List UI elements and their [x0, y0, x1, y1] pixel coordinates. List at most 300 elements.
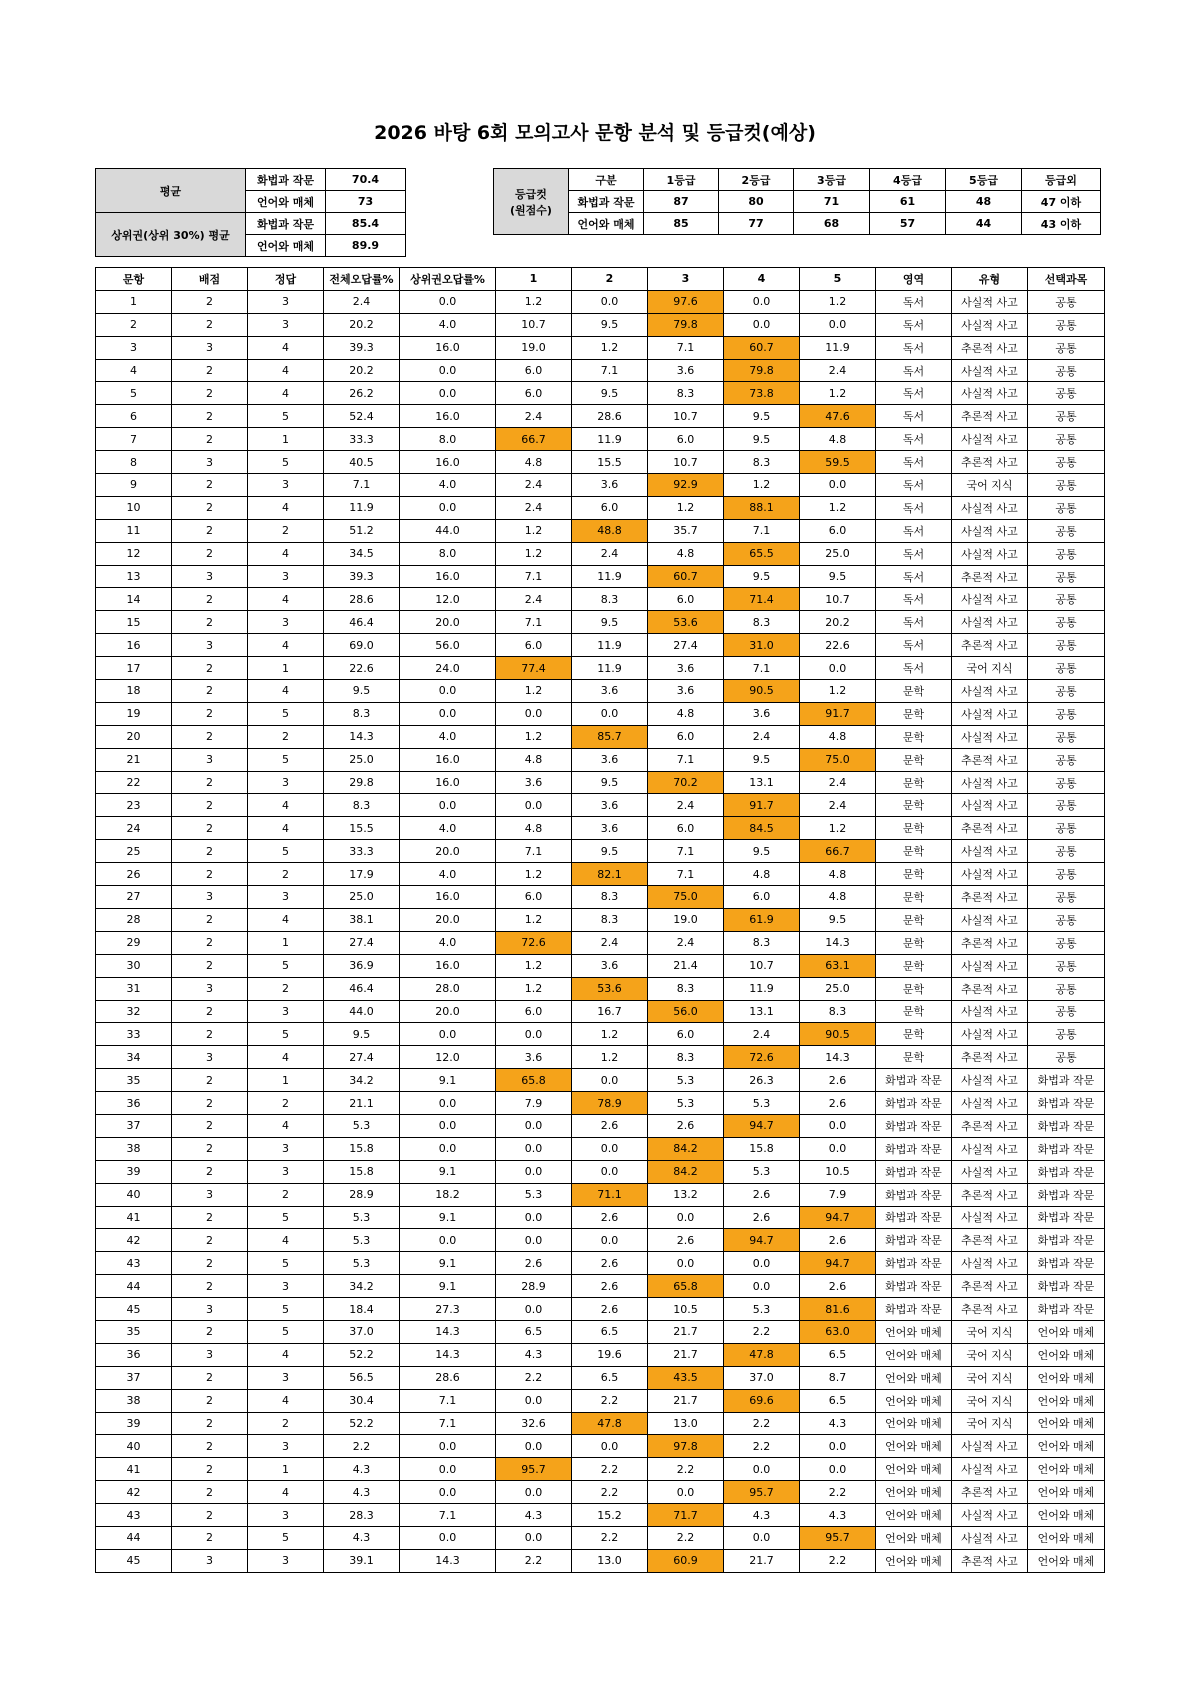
cell-elective: 언어와 매체: [1028, 1526, 1105, 1549]
cell-top-wrong-rate: 0.0: [400, 1481, 496, 1504]
cell-total-wrong-rate: 46.4: [324, 611, 400, 634]
cell-question-no: 26: [96, 863, 172, 886]
cell-choice4-rate: 2.2: [724, 1435, 800, 1458]
table-row: [96, 840, 1105, 863]
cell-choice3-rate: 3.6: [648, 359, 724, 382]
cell-area: 언어와 매체: [876, 1504, 952, 1527]
table-row: [96, 1320, 1105, 1343]
cell-area: 독서: [876, 542, 952, 565]
average-label: 평균: [96, 169, 246, 213]
cell-area: 문학: [876, 1023, 952, 1046]
cell-choice1-rate: 0.0: [496, 1526, 572, 1549]
cell-answer: 3: [248, 290, 324, 313]
table-row: [96, 359, 1105, 382]
cell-correct-choice-rate: 72.6: [496, 931, 572, 954]
grade-cut-header: 등급외: [1022, 169, 1101, 191]
cell-type: 추론적 사고: [952, 886, 1028, 909]
cell-question-no: 3: [96, 336, 172, 359]
cell-choice3-rate: 5.3: [648, 1092, 724, 1115]
cell-choice5-rate: 0.0: [800, 1114, 876, 1137]
cell-type: 사실적 사고: [952, 588, 1028, 611]
cell-elective: 공통: [1028, 451, 1105, 474]
cell-area: 문학: [876, 931, 952, 954]
cell-choice5-rate: 2.4: [800, 359, 876, 382]
cell-points: 3: [172, 977, 248, 1000]
cell-points: 2: [172, 1366, 248, 1389]
page-title: 2026 바탕 6회 모의고사 문항 분석 및 등급컷(예상): [374, 122, 816, 144]
cell-choice3-rate: 27.4: [648, 634, 724, 657]
cell-area: 화법과 작문: [876, 1275, 952, 1298]
grade-cut-label: [494, 169, 569, 235]
cell-type: 사실적 사고: [952, 954, 1028, 977]
cell-correct-choice-rate: 79.8: [724, 359, 800, 382]
cell-elective: 공통: [1028, 931, 1105, 954]
cell-elective: 화법과 작문: [1028, 1114, 1105, 1137]
cell-area: 문학: [876, 748, 952, 771]
cell-question-no: 44: [96, 1275, 172, 1298]
cell-choice2-rate: 7.1: [572, 359, 648, 382]
cell-correct-choice-rate: 53.6: [572, 977, 648, 1000]
cell-answer: 5: [248, 840, 324, 863]
cell-choice4-rate: 10.7: [724, 954, 800, 977]
cell-area: 언어와 매체: [876, 1549, 952, 1572]
cell-choice1-rate: 0.0: [496, 1023, 572, 1046]
cell-total-wrong-rate: 5.3: [324, 1114, 400, 1137]
cell-choice1-rate: 6.0: [496, 886, 572, 909]
cell-answer: 3: [248, 1000, 324, 1023]
cell-choice2-rate: 11.9: [572, 565, 648, 588]
cell-answer: 4: [248, 634, 324, 657]
cell-elective: 언어와 매체: [1028, 1549, 1105, 1572]
cell-total-wrong-rate: 7.1: [324, 474, 400, 497]
grade-cut-value: 77: [719, 213, 794, 235]
cell-area: 문학: [876, 680, 952, 703]
cell-top-wrong-rate: 20.0: [400, 611, 496, 634]
cell-total-wrong-rate: 9.5: [324, 680, 400, 703]
cell-choice5-rate: 8.7: [800, 1366, 876, 1389]
cell-area: 독서: [876, 519, 952, 542]
cell-choice3-rate: 7.1: [648, 840, 724, 863]
cell-answer: 5: [248, 1023, 324, 1046]
average-subject1-value: 70.4: [326, 169, 406, 191]
cell-total-wrong-rate: 40.5: [324, 451, 400, 474]
cell-correct-choice-rate: 95.7: [496, 1458, 572, 1481]
cell-choice3-rate: 8.3: [648, 977, 724, 1000]
cell-points: 3: [172, 886, 248, 909]
cell-choice4-rate: 4.8: [724, 863, 800, 886]
cell-top-wrong-rate: 16.0: [400, 336, 496, 359]
cell-correct-choice-rate: 97.8: [648, 1435, 724, 1458]
cell-choice4-rate: 2.4: [724, 725, 800, 748]
cell-top-wrong-rate: 18.2: [400, 1183, 496, 1206]
cell-points: 2: [172, 863, 248, 886]
cell-elective: 공통: [1028, 794, 1105, 817]
cell-points: 3: [172, 1549, 248, 1572]
cell-choice3-rate: 4.8: [648, 702, 724, 725]
table-row: [96, 290, 1105, 313]
cell-choice2-rate: 0.0: [572, 1069, 648, 1092]
cell-choice3-rate: 0.0: [648, 1252, 724, 1275]
cell-choice2-rate: 2.6: [572, 1114, 648, 1137]
cell-elective: 화법과 작문: [1028, 1160, 1105, 1183]
cell-elective: 공통: [1028, 405, 1105, 428]
cell-question-no: 36: [96, 1343, 172, 1366]
grade-cut-value: 47 이하: [1022, 191, 1101, 213]
cell-question-no: 2: [96, 313, 172, 336]
cell-answer: 3: [248, 1137, 324, 1160]
cell-answer: 4: [248, 1229, 324, 1252]
table-header-row: [96, 268, 1105, 291]
cell-question-no: 25: [96, 840, 172, 863]
cell-question-no: 4: [96, 359, 172, 382]
cell-correct-choice-rate: 71.7: [648, 1504, 724, 1527]
cell-elective: 화법과 작문: [1028, 1275, 1105, 1298]
cell-choice3-rate: 7.1: [648, 863, 724, 886]
cell-points: 2: [172, 588, 248, 611]
grade-cut-header: 구분: [569, 169, 644, 191]
cell-answer: 5: [248, 1252, 324, 1275]
column-header-choice3-rate: 3: [648, 268, 724, 291]
cell-points: 2: [172, 1458, 248, 1481]
cell-total-wrong-rate: 8.3: [324, 794, 400, 817]
cell-choice2-rate: 9.5: [572, 840, 648, 863]
cell-choice2-rate: 9.5: [572, 313, 648, 336]
cell-question-no: 30: [96, 954, 172, 977]
cell-points: 2: [172, 313, 248, 336]
cell-type: 추론적 사고: [952, 1046, 1028, 1069]
cell-choice2-rate: 2.2: [572, 1389, 648, 1412]
cell-points: 2: [172, 702, 248, 725]
cell-area: 문학: [876, 908, 952, 931]
cell-elective: 공통: [1028, 657, 1105, 680]
cell-points: 2: [172, 405, 248, 428]
cell-choice4-rate: 2.6: [724, 1183, 800, 1206]
cell-choice4-rate: 1.2: [724, 474, 800, 497]
cell-top-wrong-rate: 14.3: [400, 1343, 496, 1366]
table-row: [96, 1412, 1105, 1435]
cell-correct-choice-rate: 79.8: [648, 313, 724, 336]
cell-total-wrong-rate: 34.2: [324, 1069, 400, 1092]
grade-cut-label-line1: 등급컷: [515, 187, 547, 201]
cell-total-wrong-rate: 36.9: [324, 954, 400, 977]
cell-choice2-rate: 16.7: [572, 1000, 648, 1023]
cell-choice4-rate: 9.5: [724, 405, 800, 428]
cell-answer: 4: [248, 1343, 324, 1366]
cell-question-no: 9: [96, 474, 172, 497]
cell-total-wrong-rate: 14.3: [324, 725, 400, 748]
cell-correct-choice-rate: 61.9: [724, 908, 800, 931]
cell-area: 언어와 매체: [876, 1320, 952, 1343]
cell-top-wrong-rate: 16.0: [400, 405, 496, 428]
table-row: [96, 1389, 1105, 1412]
cell-type: 사실적 사고: [952, 1023, 1028, 1046]
table-row: [96, 1504, 1105, 1527]
cell-correct-choice-rate: 91.7: [724, 794, 800, 817]
cell-choice4-rate: 26.3: [724, 1069, 800, 1092]
cell-type: 사실적 사고: [952, 1092, 1028, 1115]
cell-choice5-rate: 1.2: [800, 382, 876, 405]
table-row: [96, 1366, 1105, 1389]
cell-choice1-rate: 0.0: [496, 702, 572, 725]
cell-total-wrong-rate: 33.3: [324, 428, 400, 451]
cell-choice3-rate: 1.2: [648, 496, 724, 519]
cell-choice5-rate: 2.6: [800, 1069, 876, 1092]
cell-top-wrong-rate: 16.0: [400, 565, 496, 588]
cell-total-wrong-rate: 27.4: [324, 1046, 400, 1069]
table-row: [96, 588, 1105, 611]
cell-choice4-rate: 13.1: [724, 771, 800, 794]
cell-choice1-rate: 1.2: [496, 542, 572, 565]
cell-type: 국어 지식: [952, 657, 1028, 680]
cell-elective: 공통: [1028, 359, 1105, 382]
cell-points: 2: [172, 1389, 248, 1412]
table-row: [96, 496, 1105, 519]
cell-choice1-rate: 1.2: [496, 863, 572, 886]
grade-cut-value: 85: [644, 213, 719, 235]
cell-question-no: 40: [96, 1183, 172, 1206]
cell-points: 3: [172, 748, 248, 771]
cell-area: 문학: [876, 725, 952, 748]
cell-points: 2: [172, 954, 248, 977]
cell-question-no: 42: [96, 1481, 172, 1504]
cell-answer: 2: [248, 725, 324, 748]
cell-choice5-rate: 6.5: [800, 1343, 876, 1366]
cell-total-wrong-rate: 22.6: [324, 657, 400, 680]
cell-choice2-rate: 3.6: [572, 817, 648, 840]
cell-elective: 공통: [1028, 748, 1105, 771]
cell-question-no: 42: [96, 1229, 172, 1252]
cell-total-wrong-rate: 29.8: [324, 771, 400, 794]
cell-choice1-rate: 0.0: [496, 1160, 572, 1183]
cell-correct-choice-rate: 73.8: [724, 382, 800, 405]
cell-choice3-rate: 5.3: [648, 1069, 724, 1092]
cell-elective: 언어와 매체: [1028, 1320, 1105, 1343]
cell-correct-choice-rate: 47.8: [572, 1412, 648, 1435]
cell-top-wrong-rate: 0.0: [400, 1458, 496, 1481]
cell-total-wrong-rate: 2.2: [324, 1435, 400, 1458]
cell-answer: 4: [248, 817, 324, 840]
grade-cut-value: 57: [870, 213, 946, 235]
cell-elective: 언어와 매체: [1028, 1481, 1105, 1504]
cell-correct-choice-rate: 60.9: [648, 1549, 724, 1572]
cell-choice2-rate: 9.5: [572, 382, 648, 405]
cell-choice2-rate: 19.6: [572, 1343, 648, 1366]
cell-choice1-rate: 4.8: [496, 748, 572, 771]
cell-choice2-rate: 11.9: [572, 657, 648, 680]
cell-choice1-rate: 2.4: [496, 405, 572, 428]
cell-points: 2: [172, 1252, 248, 1275]
cell-choice2-rate: 1.2: [572, 1023, 648, 1046]
cell-question-no: 32: [96, 1000, 172, 1023]
cell-choice5-rate: 7.9: [800, 1183, 876, 1206]
cell-top-wrong-rate: 0.0: [400, 1023, 496, 1046]
cell-answer: 3: [248, 611, 324, 634]
cell-choice5-rate: 0.0: [800, 474, 876, 497]
cell-question-no: 8: [96, 451, 172, 474]
cell-answer: 1: [248, 1458, 324, 1481]
cell-choice1-rate: 1.2: [496, 908, 572, 931]
cell-type: 추론적 사고: [952, 931, 1028, 954]
cell-choice2-rate: 9.5: [572, 611, 648, 634]
cell-total-wrong-rate: 56.5: [324, 1366, 400, 1389]
cell-choice1-rate: 10.7: [496, 313, 572, 336]
cell-points: 2: [172, 931, 248, 954]
cell-answer: 3: [248, 886, 324, 909]
column-header-choice4-rate: 4: [724, 268, 800, 291]
cell-area: 화법과 작문: [876, 1137, 952, 1160]
average-summary-table: [95, 168, 406, 257]
cell-elective: 화법과 작문: [1028, 1298, 1105, 1321]
cell-type: 국어 지식: [952, 1343, 1028, 1366]
cell-points: 3: [172, 1298, 248, 1321]
cell-choice4-rate: 2.4: [724, 1023, 800, 1046]
cell-choice5-rate: 14.3: [800, 931, 876, 954]
cell-elective: 공통: [1028, 1023, 1105, 1046]
table-row: [96, 908, 1105, 931]
cell-choice3-rate: 8.3: [648, 382, 724, 405]
cell-top-wrong-rate: 0.0: [400, 1137, 496, 1160]
cell-correct-choice-rate: 31.0: [724, 634, 800, 657]
cell-top-wrong-rate: 4.0: [400, 474, 496, 497]
cell-points: 3: [172, 1046, 248, 1069]
cell-points: 3: [172, 1343, 248, 1366]
cell-choice1-rate: 6.0: [496, 634, 572, 657]
cell-type: 사실적 사고: [952, 1206, 1028, 1229]
cell-answer: 4: [248, 1046, 324, 1069]
cell-type: 국어 지식: [952, 1320, 1028, 1343]
cell-correct-choice-rate: 84.2: [648, 1137, 724, 1160]
cell-choice2-rate: 11.9: [572, 428, 648, 451]
cell-question-no: 28: [96, 908, 172, 931]
column-header-answer: 정답: [248, 268, 324, 291]
cell-choice1-rate: 32.6: [496, 1412, 572, 1435]
cell-choice5-rate: 6.0: [800, 519, 876, 542]
cell-choice1-rate: 7.1: [496, 565, 572, 588]
cell-question-no: 35: [96, 1069, 172, 1092]
cell-choice5-rate: 1.2: [800, 817, 876, 840]
cell-top-wrong-rate: 4.0: [400, 817, 496, 840]
cell-total-wrong-rate: 27.4: [324, 931, 400, 954]
cell-question-no: 6: [96, 405, 172, 428]
cell-points: 2: [172, 1137, 248, 1160]
table-row: [96, 1526, 1105, 1549]
cell-area: 독서: [876, 313, 952, 336]
cell-choice5-rate: 6.5: [800, 1389, 876, 1412]
cell-choice3-rate: 2.6: [648, 1229, 724, 1252]
cell-choice4-rate: 9.5: [724, 565, 800, 588]
cell-question-no: 21: [96, 748, 172, 771]
cell-points: 2: [172, 1481, 248, 1504]
cell-choice5-rate: 4.8: [800, 428, 876, 451]
cell-answer: 5: [248, 954, 324, 977]
cell-choice5-rate: 1.2: [800, 496, 876, 519]
cell-question-no: 1: [96, 290, 172, 313]
cell-type: 추론적 사고: [952, 405, 1028, 428]
cell-type: 추론적 사고: [952, 1298, 1028, 1321]
cell-type: 사실적 사고: [952, 611, 1028, 634]
column-header-area: 영역: [876, 268, 952, 291]
cell-total-wrong-rate: 33.3: [324, 840, 400, 863]
item-analysis-table: [95, 267, 1105, 1573]
cell-choice4-rate: 8.3: [724, 451, 800, 474]
cell-area: 독서: [876, 588, 952, 611]
cell-type: 사실적 사고: [952, 794, 1028, 817]
cell-choice5-rate: 0.0: [800, 313, 876, 336]
cell-choice1-rate: 2.2: [496, 1366, 572, 1389]
cell-area: 언어와 매체: [876, 1435, 952, 1458]
cell-choice2-rate: 6.5: [572, 1320, 648, 1343]
cell-top-wrong-rate: 0.0: [400, 359, 496, 382]
cell-top-wrong-rate: 16.0: [400, 954, 496, 977]
cell-correct-choice-rate: 60.7: [648, 565, 724, 588]
cell-answer: 5: [248, 1526, 324, 1549]
cell-question-no: 38: [96, 1137, 172, 1160]
cell-top-wrong-rate: 12.0: [400, 588, 496, 611]
cell-total-wrong-rate: 4.3: [324, 1481, 400, 1504]
cell-choice4-rate: 13.1: [724, 1000, 800, 1023]
cell-total-wrong-rate: 39.1: [324, 1549, 400, 1572]
cell-total-wrong-rate: 4.3: [324, 1458, 400, 1481]
cell-choice2-rate: 6.0: [572, 496, 648, 519]
cell-choice1-rate: 4.8: [496, 451, 572, 474]
cell-top-wrong-rate: 14.3: [400, 1549, 496, 1572]
cell-choice1-rate: 0.0: [496, 1481, 572, 1504]
cell-points: 2: [172, 611, 248, 634]
table-row: [96, 1160, 1105, 1183]
table-row: [96, 725, 1105, 748]
cell-area: 독서: [876, 428, 952, 451]
cell-type: 사실적 사고: [952, 702, 1028, 725]
cell-top-wrong-rate: 56.0: [400, 634, 496, 657]
top-average-subject1-label: 화법과 작문: [246, 213, 326, 235]
cell-answer: 4: [248, 496, 324, 519]
cell-elective: 언어와 매체: [1028, 1389, 1105, 1412]
cell-choice1-rate: 7.1: [496, 611, 572, 634]
cell-correct-choice-rate: 95.7: [724, 1481, 800, 1504]
cell-answer: 4: [248, 1114, 324, 1137]
grade-cut-value: 80: [719, 191, 794, 213]
table-row: [96, 954, 1105, 977]
cell-choice5-rate: 2.4: [800, 771, 876, 794]
table-row: [96, 474, 1105, 497]
cell-choice4-rate: 0.0: [724, 313, 800, 336]
cell-points: 3: [172, 634, 248, 657]
cell-area: 독서: [876, 290, 952, 313]
cell-total-wrong-rate: 69.0: [324, 634, 400, 657]
cell-top-wrong-rate: 0.0: [400, 680, 496, 703]
cell-question-no: 39: [96, 1160, 172, 1183]
cell-area: 화법과 작문: [876, 1160, 952, 1183]
cell-type: 사실적 사고: [952, 1137, 1028, 1160]
cell-choice3-rate: 4.8: [648, 542, 724, 565]
cell-choice2-rate: 3.6: [572, 680, 648, 703]
cell-choice4-rate: 37.0: [724, 1366, 800, 1389]
cell-area: 문학: [876, 1046, 952, 1069]
cell-correct-choice-rate: 92.9: [648, 474, 724, 497]
cell-choice4-rate: 7.1: [724, 657, 800, 680]
cell-elective: 공통: [1028, 886, 1105, 909]
cell-question-no: 37: [96, 1366, 172, 1389]
cell-elective: 공통: [1028, 542, 1105, 565]
cell-type: 추론적 사고: [952, 1549, 1028, 1572]
cell-area: 문학: [876, 954, 952, 977]
cell-type: 사실적 사고: [952, 1458, 1028, 1481]
cell-answer: 3: [248, 1504, 324, 1527]
cell-top-wrong-rate: 9.1: [400, 1275, 496, 1298]
cell-choice4-rate: 7.1: [724, 519, 800, 542]
cell-correct-choice-rate: 75.0: [800, 748, 876, 771]
cell-type: 사실적 사고: [952, 680, 1028, 703]
